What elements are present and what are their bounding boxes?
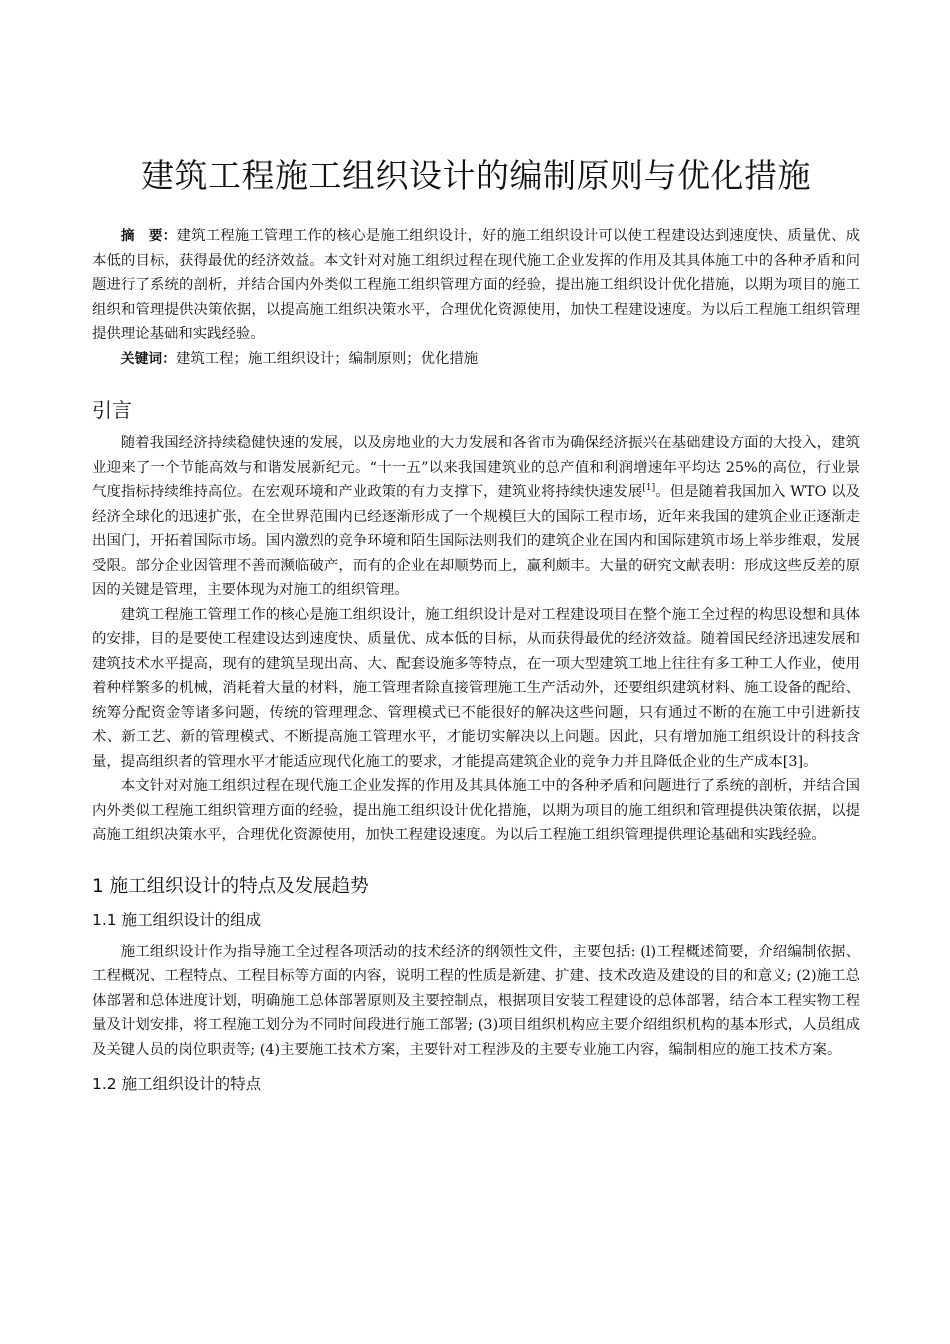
intro-paragraph-1 [92, 431, 860, 603]
paper-title: 建筑工程施工组织设计的编制原则与优化措施 [141, 156, 811, 195]
abstract-label: 摘 要： [120, 228, 177, 244]
section-1-2-heading: 1.2 施工组织设计的特点 [92, 1075, 262, 1093]
intro-heading: 引言 [92, 398, 132, 422]
abstract-text: 建筑工程施工管理工作的核心是施工组织设计，好的施工组织设计可以使工程建设达到速度快、质量优、成本低的目标，获得最优的经济效益。本文针对对施工组织过程在现代施工企业发挥的作用及其具体施工中的各种矛盾和问题进行了系统的剖析，并结合国内外类似工程施工组织管理方面的经验，提出施工组织设计优化措施，以期为项目的施工组织和管理提供决策依据，以提高施工组织决策水平，合理优化资源使用，加快工程建设速度。为以后工程施工组织管理提供理论基础和实践经验。 [92, 228, 861, 342]
abstract-paragraph [92, 224, 860, 347]
intro-paragraph-2: 建筑工程施工管理工作的核心是施工组织设计，施工组织设计是对工程建设项目在整个施工全过程的构思设想和具体的安排，目的是要使工程建设达到速度快、质量优、成本低的目标，从而获得最优的经济效益。随着国民经济迅速发展和建筑技术水平提高，现有的建筑呈现出高、大、配套设施多等特点，在一项大型建筑工地上往往有多工种工人作业，使用着种样繁多的机械，消耗着大量的材料，施工管理者除直接管理施工生产活动外，还要组织建筑材料、施工设备的配给、统筹分配资金等诸多问题，传统的管理理念、管理模式已不能很好的解决这些问题，只有通过不断的在施工中引进新技术、新工艺、新的管理模式、不断提高施工管理水平，才能切实解决以上问题。因此，只有增加施工组织设计的科技含量，提高组织者的管理水平才能适应现代化施工的要求，才能提高建筑企业的竞争力并且降低企业的生产成本[3]。 [92, 606, 860, 770]
intro-paragraph-3: 本文针对对施工组织过程在现代施工企业发挥的作用及其具体施工中的各种矛盾和问题进行了系统的剖析，并结合国内外类似工程施工组织管理方面的经验，提出施工组织设计优化措施，以期为项目的施工组织和管理提供决策依据，以提高施工组织决策水平，合理优化资源使用，加快工程建设速度。为以后工程施工组织管理提供理论基础和实践经验。 [92, 778, 860, 843]
paper-page [92, 0, 860, 1104]
section-1-heading: 1 施工组织设计的特点及发展趋势 [92, 875, 369, 897]
section-1-1-paragraph: 施工组织设计作为指导施工全过程各项活动的技术经济的纲领性文件，主要包括: (l)工程概述简要，介绍编制依据、工程概况、工程特点、工程目标等方面的内容，说明工程的性质是新建、扩建、技术改造及建设的目的和意义; (2)施工总体部署和总体进度计划，明确施工总体部署原则及主要控制点，根据项目安装工程建设的总体部署，结合本工程实物工程量及计划安排，将工程施工划分为不同时间段进行施工部署; (3)项目组织机构应主要介绍组织机构的基本形式，人员组成及关键人员的岗位职责等; (4)主要施工技术方案，主要针对工程涉及的主要专业施工内容，编制相应的施工技术方案。 [92, 943, 860, 1058]
keywords-line [92, 347, 860, 372]
keywords-label: 关键词： [120, 350, 176, 367]
intro-p1-text-a: 随着我国经济持续稳健快速的发展，以及房地业的大力发展和各省市为确保经济振兴在基础建设方面的大投入，建筑业迎来了一个节能高效与和谐发展新纪元。“十一五”以来我国建筑业的总产值和利润增速年平均达 25%的高位，行业景气度指标持续维持高位。在宏观环境和产业政策的有力支撑下，建筑业将持续快速发展 [92, 435, 860, 500]
section-1-1-heading: 1.1 施工组织设计的组成 [92, 910, 262, 929]
intro-p1-text-b: 。但是随着我国加入 WTO 以及经济全球化的迅速扩张，在全世界范围内已经逐渐形成了一个规模巨大的国际工程市场，近年来我国的建筑企业正逐渐走出国门，开拓着国际市场。国内激烈的竞争环境和陌生国际法则我们的建筑企业在国内和国际建筑市场上举步维艰，发展受限。部分企业因管理不善而濒临破产，而有的企业在却顺势而上，赢利颇丰。大量的研究文献表明：形成这些反差的原因的关键是管理，主要体现为对施工的组织管理。 [92, 484, 860, 598]
keywords-text: 建筑工程；施工组织设计；编制原则；优化措施 [175, 350, 479, 367]
citation-ref-1[interactable]: [1] [642, 483, 656, 494]
